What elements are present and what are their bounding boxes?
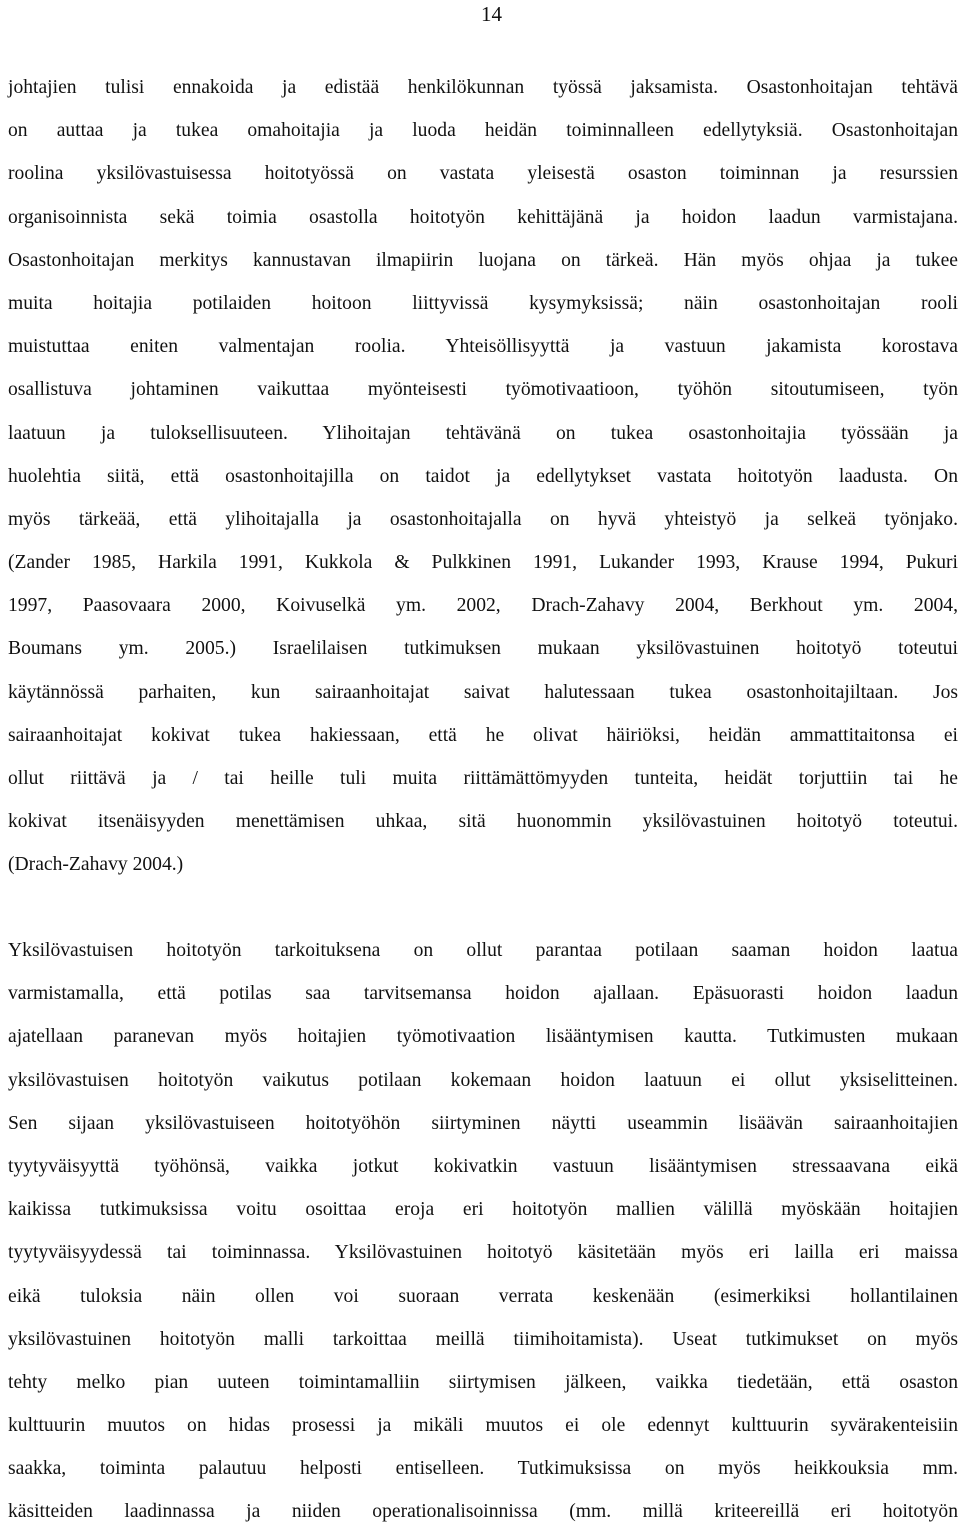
paragraph-line: tyytyväisyydessä tai toiminnassa. Yksilövastuinen hoitotyö käsitetään myös eri lailla eri maissa xyxy=(8,1242,958,1264)
paragraph-1 xyxy=(8,66,958,887)
paragraph-line: yksilövastuisen hoitotyön vaikutus potilaan kokemaan hoidon laatuun ei ollut yksiselitteinen. xyxy=(8,1069,958,1091)
paragraph-line: 1997, Paasovaara 2000, Koivuselkä ym. 2002, Drach-Zahavy 2004, Berkhout ym. 2004, xyxy=(8,595,958,617)
paragraph-line: Sen sijaan yksilövastuiseen hoitotyöhön siirtyminen näytti useammin lisäävän sairaanhoitajien xyxy=(8,1112,958,1134)
paragraph-line: organisoinnista sekä toimia osastolla hoitotyön kehittäjänä ja hoidon laadun varmistajana. xyxy=(8,206,958,228)
paragraph-line: saakka, toiminta palautuu helposti entiselleen. Tutkimuksissa on myös heikkouksia mm. xyxy=(8,1458,958,1480)
paragraph-line: varmistamalla, että potilas saa tarvitsemansa hoidon ajallaan. Epäsuorasti hoidon laadun xyxy=(8,983,958,1005)
paragraph-line: käsitteiden laadinnassa ja niiden operationalisoinnissa (mm. millä kriteereillä eri hoitotyön xyxy=(8,1501,958,1523)
paragraph-line: roolina yksilövastuisessa hoitotyössä on vastata yleisestä osaston toiminnan ja resurssien xyxy=(8,163,958,185)
paragraph-line: kaikissa tutkimuksissa voitu osoittaa eroja eri hoitotyön mallien välillä myöskään hoitajien xyxy=(8,1199,958,1221)
paragraph-line: kokivat itsenäisyyden menettämisen uhkaa, sitä huonommin yksilövastuinen hoitotyö toteutui. xyxy=(8,811,958,833)
paragraph-line: laatuun ja tuloksellisuuteen. Ylihoitajan tehtävänä on tukea osastonhoitajia työssään ja xyxy=(8,422,958,444)
paragraph-line: sairaanhoitajat kokivat tukea hakiessaan, että he olivat häiriöksi, heidän ammattitaitonsa ei xyxy=(8,724,958,746)
paragraph-line: (Drach-Zahavy 2004.) xyxy=(8,854,184,876)
paragraph-line: Osastonhoitajan merkitys kannustavan ilmapiirin luojana on tärkeä. Hän myös ohjaa ja tukee xyxy=(8,249,958,271)
page-number: 14 xyxy=(481,2,502,26)
paragraph-line: huolehtia siitä, että osastonhoitajilla on taidot ja edellytykset vastata hoitotyön laadusta. On xyxy=(8,465,958,487)
paragraph-2 xyxy=(8,929,958,1534)
paragraph-line: on auttaa ja tukea omahoitajia ja luoda heidän toiminnalleen edellytyksiä. Osastonhoitajan xyxy=(8,120,958,142)
paragraph-line: ollut riittävä ja / tai heille tuli muita riittämättömyyden tunteita, heidät torjuttiin tai he xyxy=(8,768,958,789)
paragraph-line: osallistuva johtaminen vaikuttaa myönteisesti työmotivaatioon, työhön sitoutumiseen, työn xyxy=(8,379,958,401)
paragraph-line: myös tärkeää, että ylihoitajalla ja osastonhoitajalla on hyvä yhteistyö ja selkeä työnjako. xyxy=(8,508,958,530)
paragraph-line: johtajien tulisi ennakoida ja edistää henkilökunnan työssä jaksamista. Osastonhoitajan tehtävä xyxy=(8,77,958,98)
paragraph-line: tehty melko pian uuteen toimintamalliin siirtymisen jälkeen, vaikka tiedetään, että osaston xyxy=(8,1371,958,1393)
paragraph-line: muita hoitajia potilaiden hoitoon liittyvissä kysymyksissä; näin osastonhoitajan rooli xyxy=(8,292,958,314)
paragraph-line: tyytyväisyyttä työhönsä, vaikka jotkut kokivatkin vastuun lisääntymisen stressaavana eikä xyxy=(8,1155,958,1177)
paragraph-line: muistuttaa eniten valmentajan roolia. Yhteisöllisyyttä ja vastuun jakamista korostava xyxy=(8,336,958,358)
paragraph-line: kulttuurin muutos on hidas prosessi ja mikäli muutos ei ole edennyt kulttuurin syvärakenteisiin xyxy=(8,1415,958,1437)
paragraph-line: (Zander 1985, Harkila 1991, Kukkola & Pulkkinen 1991, Lukander 1993, Krause 1994, Pukuri xyxy=(8,552,958,574)
paragraph-line: käytännössä parhaiten, kun sairaanhoitajat saivat halutessaan tukea osastonhoitajiltaan. Jos xyxy=(8,681,958,703)
paragraph-line: Yksilövastuisen hoitotyön tarkoituksena on ollut parantaa potilaan saaman hoidon laatua xyxy=(8,940,958,961)
paragraph-line: Boumans ym. 2005.) Israelilaisen tutkimuksen mukaan yksilövastuinen hoitotyö toteutui xyxy=(8,638,958,660)
paragraph-line: yksilövastuinen hoitotyön malli tarkoittaa meillä tiimihoitamista). Useat tutkimukset on myös xyxy=(8,1328,958,1350)
paragraph-line: ajatellaan paranevan myös hoitajien työmotivaation lisääntymisen kautta. Tutkimusten mukaan xyxy=(8,1026,958,1048)
paragraph-line: eikä tuloksia näin ollen voi suoraan verrata keskenään (esimerkiksi hollantilainen xyxy=(8,1285,958,1307)
